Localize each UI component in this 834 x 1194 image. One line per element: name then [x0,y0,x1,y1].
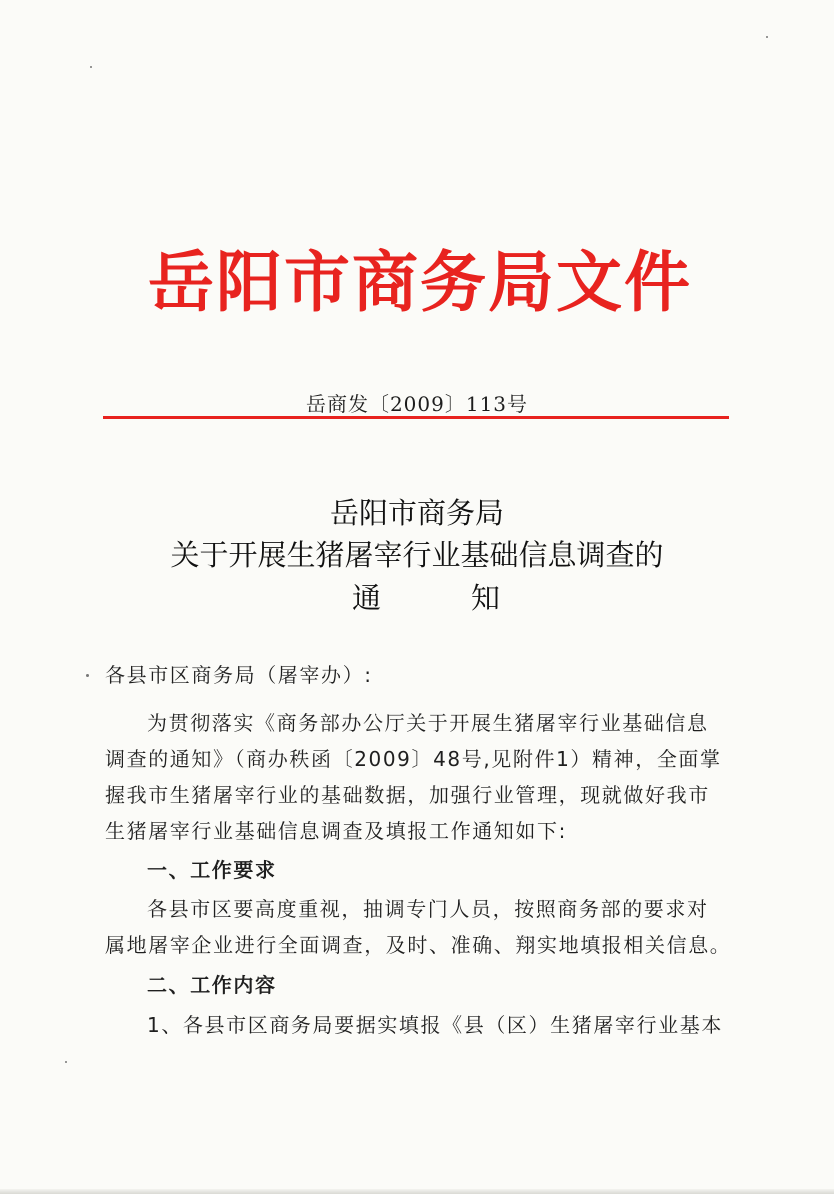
notice-title [0,492,834,576]
paragraph-1-line-4: 生猪屠宰行业基础信息调查及填报工作通知如下: [105,819,567,843]
section-2-heading: 二、工作内容 [147,973,277,997]
red-divider-line [103,416,729,419]
section-2-item-1: 1、各县市区商务局要据实填报《县（区）生猪屠宰行业基本 [147,1013,723,1037]
scan-speck [86,674,89,677]
scan-speck [65,1061,67,1063]
red-header-title: 岳阳市商务局文件 [148,243,692,321]
document-number: 岳商发〔2009〕113号 [305,392,529,416]
notice-title-line-2: 关于开展生猪屠宰行业基础信息调查的 [170,538,664,572]
section-1-line-1: 各县市区要高度重视，抽调专门人员，按照商务部的要求对 [147,897,709,921]
scan-bottom-edge [0,1189,834,1194]
scan-speck [766,36,768,38]
scan-speck [90,66,92,68]
paragraph-1-line-2: 调查的通知》（商办秩函〔2009〕48号,见附件1）精神，全面掌 [105,747,722,771]
paragraph-1-line-3: 握我市生猪屠宰行业的基础数据，加强行业管理，现就做好我市 [105,783,710,807]
section-1-line-2: 属地屠宰企业进行全面调查，及时、准确、翔实地填报相关信息。 [105,933,732,957]
section-1-heading: 一、工作要求 [147,858,277,882]
paragraph-1-line-1: 为贯彻落实《商务部办公厅关于开展生猪屠宰行业基础信息 [147,711,709,735]
notice-title-line-1: 岳阳市商务局 [329,496,504,530]
addressee-line: 各县市区商务局（屠宰办）: [105,663,373,687]
notice-title-char-1: 通 [352,581,382,615]
notice-title-char-2: 知 [471,581,501,615]
